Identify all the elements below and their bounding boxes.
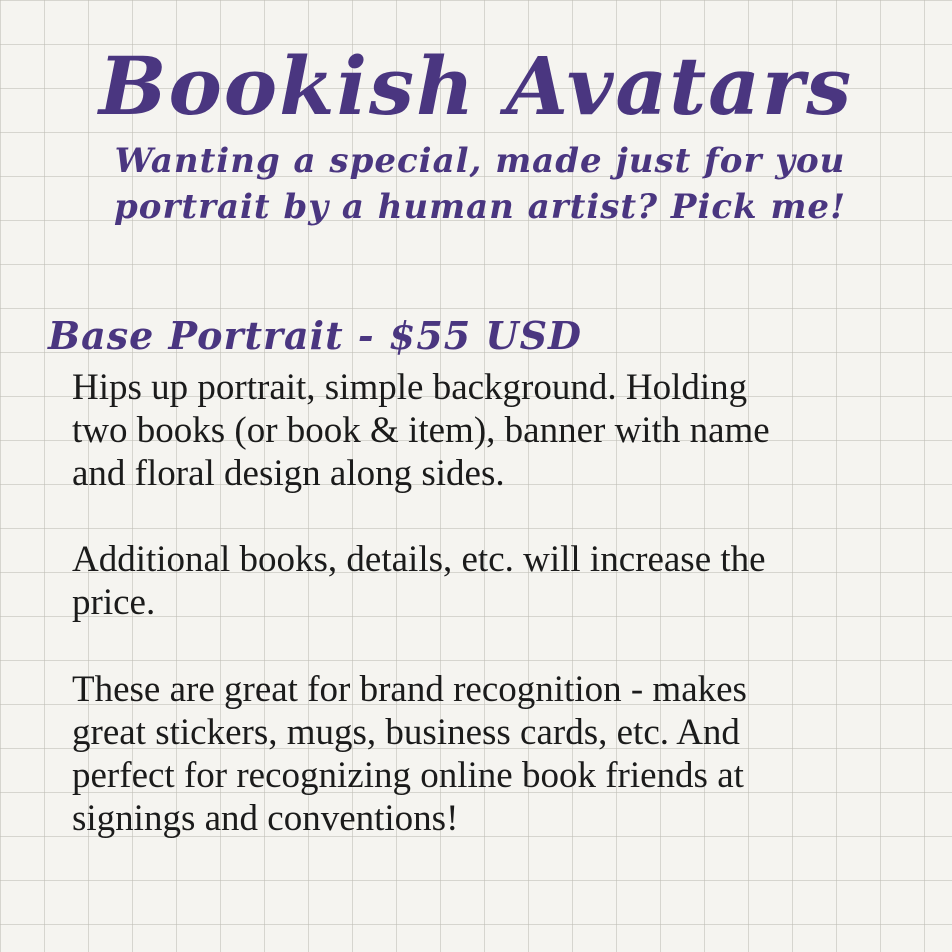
subtitle-line: portrait by a human artist? Pick me! (114, 187, 846, 227)
description-paragraph (72, 366, 882, 495)
section-heading-base-portrait: Base Portrait - $55 USD (48, 313, 582, 358)
paragraph-line: and floral design along sides. (72, 453, 505, 494)
page-title: Bookish Avatars (98, 39, 854, 133)
uses-paragraph (72, 668, 882, 840)
paragraph-line: These are great for brand recognition - makes (72, 669, 747, 710)
pricing-note-paragraph (72, 538, 882, 624)
paragraph-line: Hips up portrait, simple background. Holding (72, 367, 748, 408)
subtitle (60, 138, 900, 230)
paragraph-line: perfect for recognizing online book friends at (72, 755, 744, 796)
paragraph-line: great stickers, mugs, business cards, etc. And (72, 712, 740, 753)
paragraph-line: signings and conventions! (72, 798, 459, 839)
subtitle-line: Wanting a special, made just for you (114, 141, 846, 181)
paragraph-line: price. (72, 582, 156, 623)
paragraph-line: two books (or book & item), banner with name (72, 410, 770, 451)
paragraph-line: Additional books, details, etc. will increase the (72, 539, 766, 580)
